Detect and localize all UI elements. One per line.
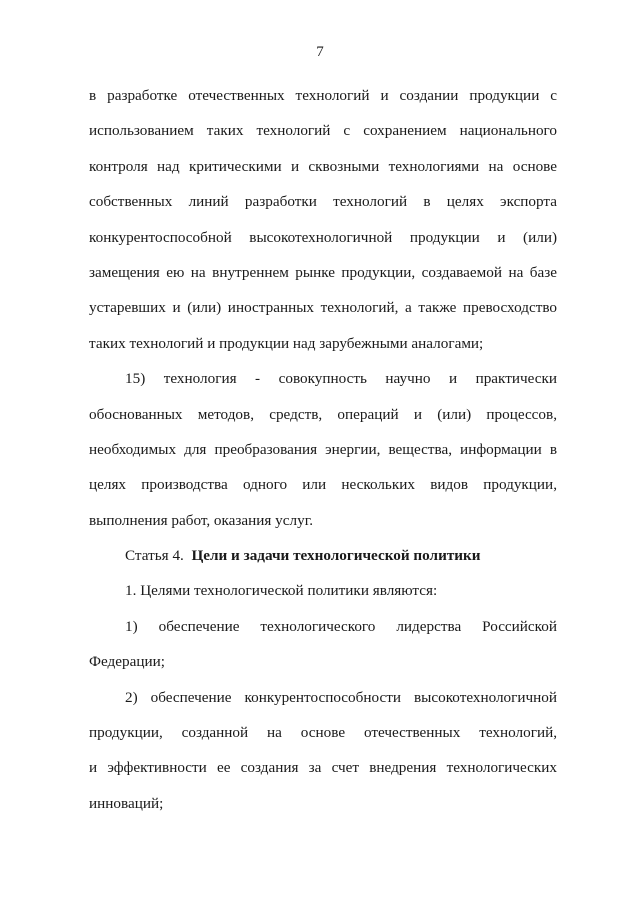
text-line: замещения ею на внутреннем рынке продукции, создаваемой на базе (89, 263, 557, 281)
article-heading-line (89, 538, 557, 573)
text-line: инноваций; (89, 794, 164, 812)
paragraph-definition-continuation (89, 78, 557, 361)
document-body (89, 78, 557, 821)
goal-item-1 (89, 609, 557, 680)
text-line: обоснованных методов, средств, операций и (или) процессов, (89, 405, 557, 423)
page-number: 7 (316, 44, 324, 60)
text-line: 15) технология - совокупность научно и практически (125, 370, 557, 388)
article-title: Цели и задачи технологической политики (191, 547, 481, 565)
article-heading (89, 538, 557, 573)
text-line: 1) обеспечение технологического лидерства Российской (125, 617, 557, 635)
text-line: 2) обеспечение конкурентоспособности высокотехнологичной (125, 688, 557, 706)
text-line: конкурентоспособной высокотехнологичной продукции и (или) (89, 228, 557, 246)
text-line: выполнения работ, оказания услуг. (89, 511, 314, 529)
paragraph-definition-15 (89, 361, 557, 538)
goal-item-2 (89, 680, 557, 822)
article-label: Статья 4. (125, 547, 184, 565)
goals-intro (89, 573, 557, 608)
text-line: Федерации; (89, 653, 165, 671)
text-line: 1. Целями технологической политики являются: (125, 582, 438, 600)
text-line: продукции, созданной на основе отечественных технологий, (89, 724, 557, 742)
text-line: устаревших и (или) иностранных технологий, а также превосходство (89, 299, 557, 317)
text-line: необходимых для преобразования энергии, вещества, информации в (89, 440, 557, 458)
text-line: в разработке отечественных технологий и создании продукции с (89, 87, 557, 104)
text-line: использованием таких технологий с сохранением национального (89, 122, 557, 140)
text-line: целях производства одного или нескольких видов продукции, (89, 476, 557, 494)
text-line: таких технологий и продукции над зарубежными аналогами; (89, 334, 484, 352)
text-line: контроля над критическими и сквозными технологиями на основе (89, 157, 557, 175)
text-line: и эффективности ее создания за счет внедрения технологических (89, 759, 557, 777)
text-line: собственных линий разработки технологий в целях экспорта (89, 193, 557, 211)
